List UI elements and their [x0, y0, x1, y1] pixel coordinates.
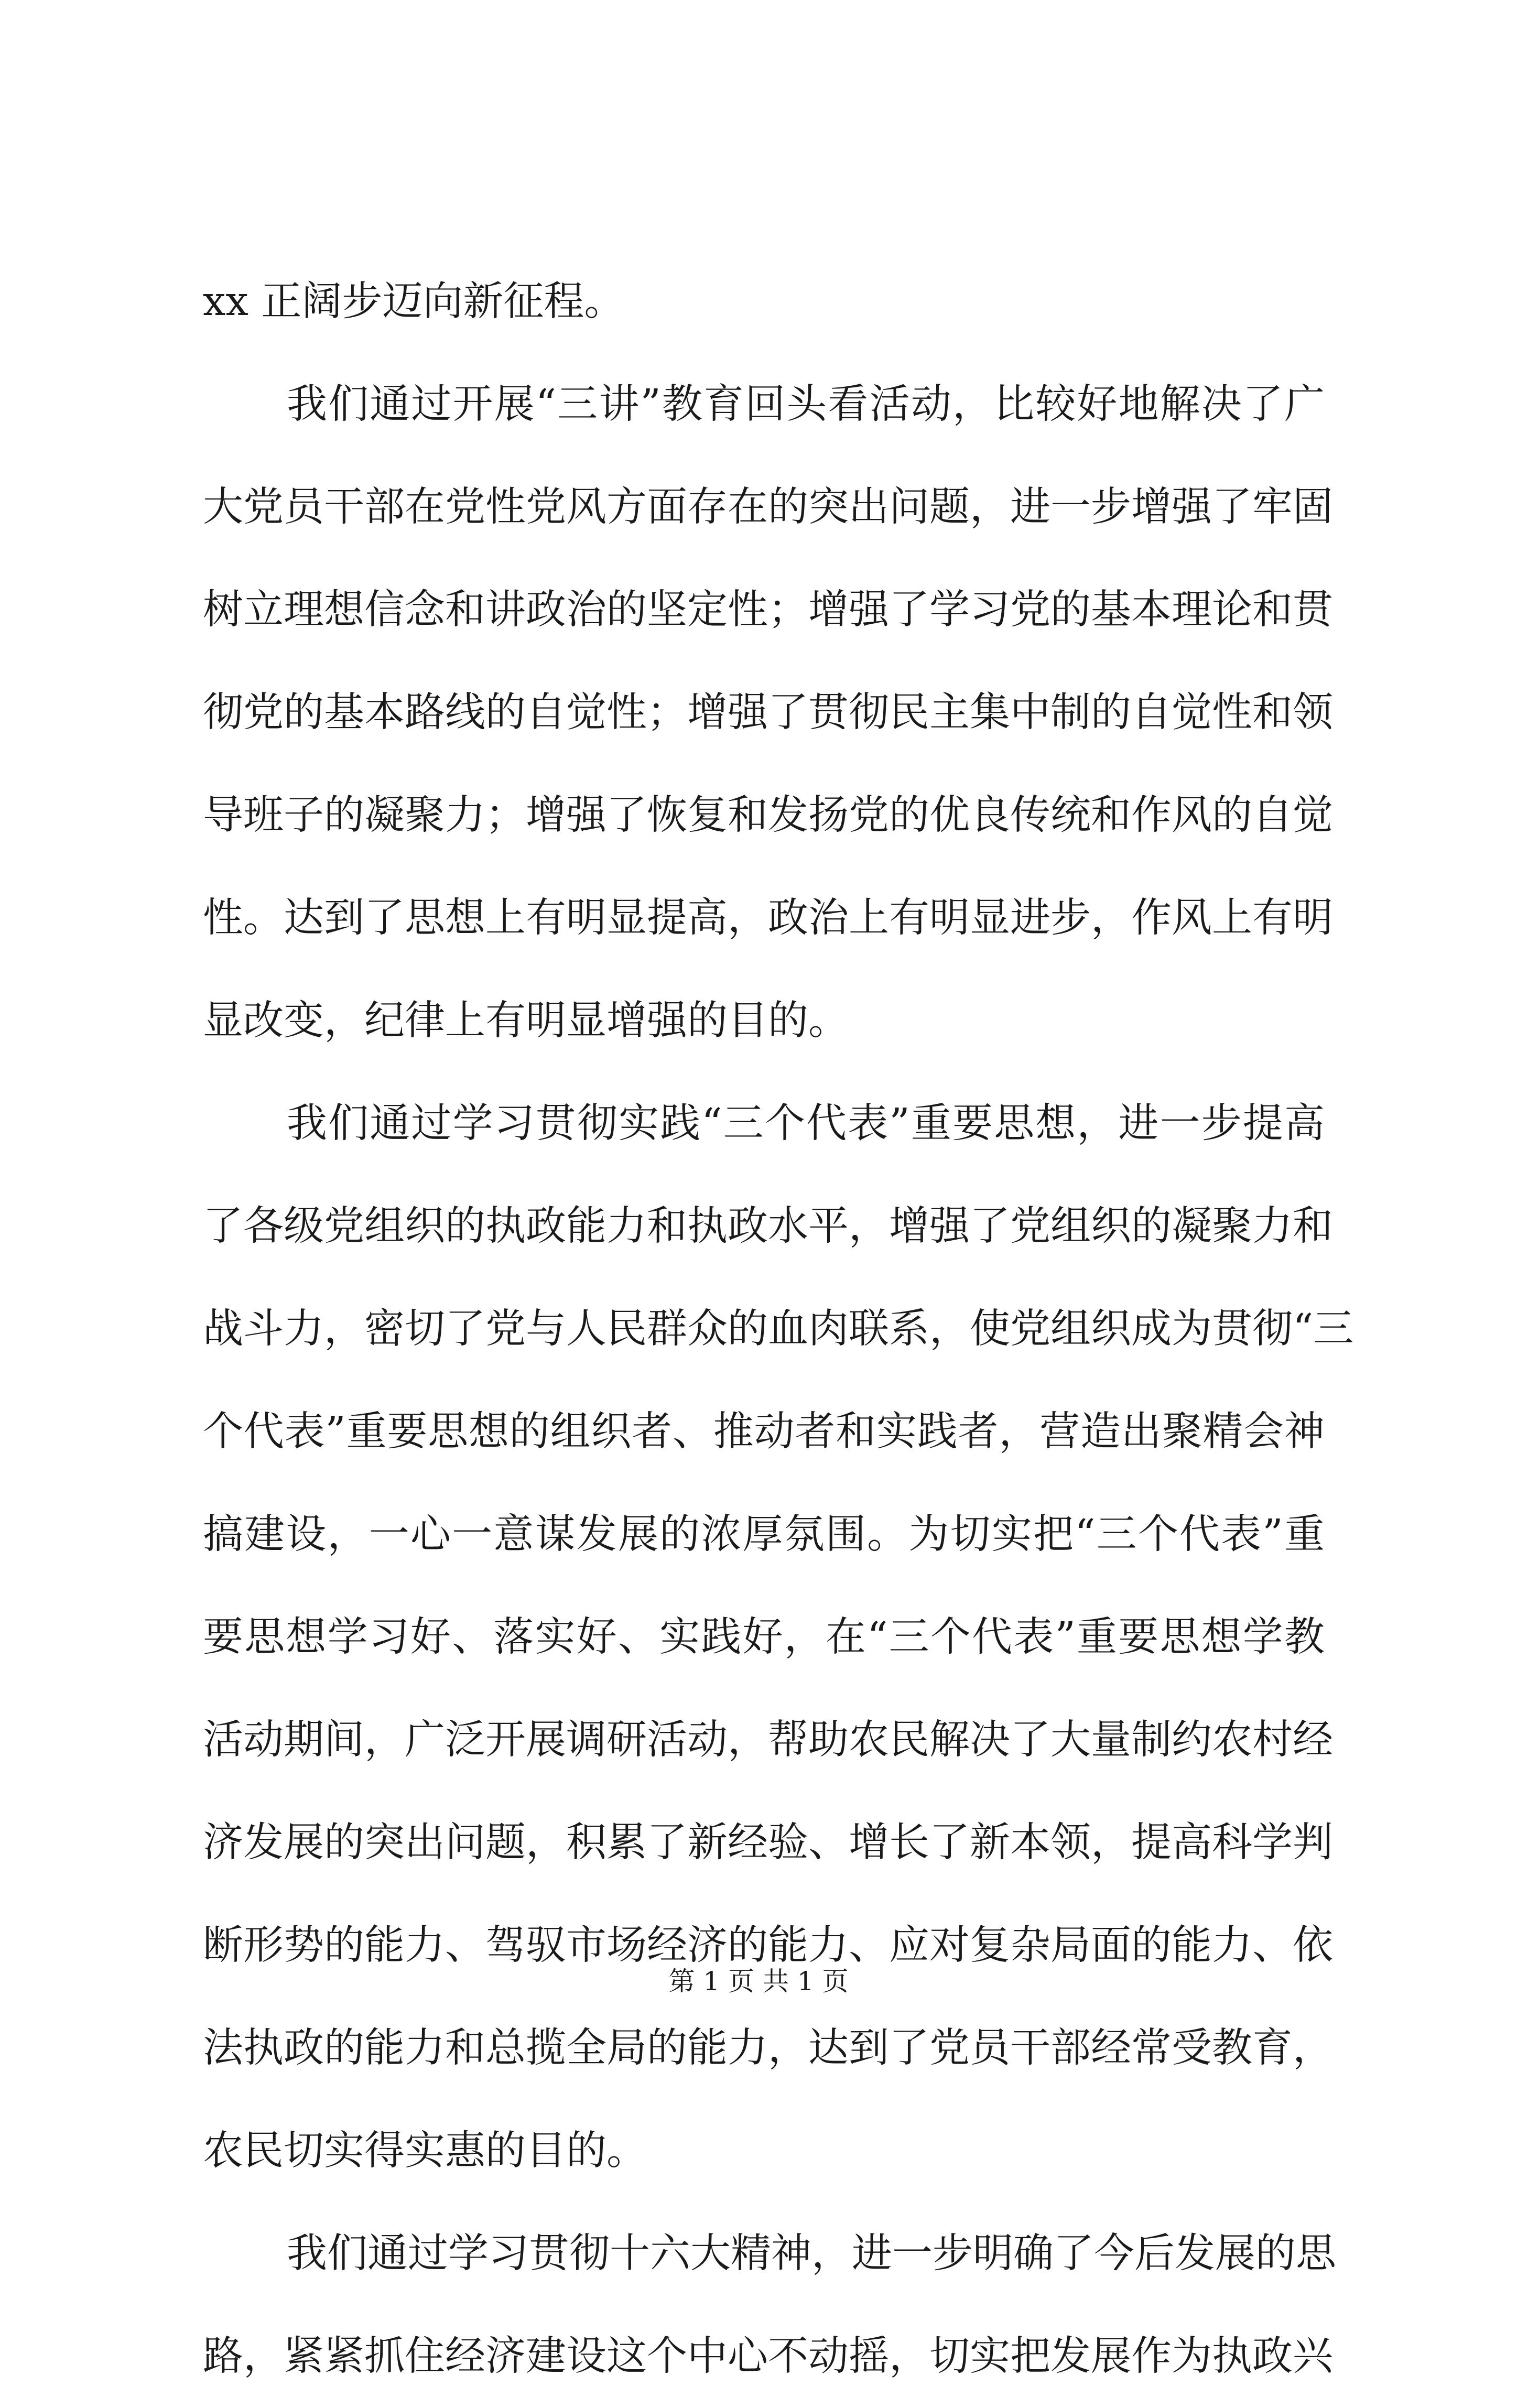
body-text: [203, 251, 1354, 2408]
text-line: 农民切实得实惠的目的。: [203, 2128, 647, 2174]
text-line: 路，紧紧抓住经济建设这个中心不动摇，切实把发展作为执政兴: [203, 2333, 1333, 2380]
text-line: 搞建设，一心一意谋发展的浓厚氛围。为切实把“三个代表”重: [203, 1511, 1325, 1558]
text-line: 树立理想信念和讲政治的坚定性；增强了学习党的基本理论和贯: [203, 587, 1333, 633]
text-line: 大党员干部在党性党风方面存在的突出问题，进一步增强了牢固: [203, 484, 1333, 530]
text-line: 导班子的凝聚力；增强了恢复和发扬党的优良传统和作风的自觉: [203, 792, 1333, 839]
text-line: 性。达到了思想上有明显提高，政治上有明显进步，作风上有明: [203, 895, 1333, 941]
text-line: 战斗力，密切了党与人民群众的血肉联系，使党组织成为贯彻“三: [203, 1306, 1354, 1352]
text-line: 彻党的基本路线的自觉性；增强了贯彻民主集中制的自觉性和领: [203, 689, 1333, 736]
text-line: 法执政的能力和总揽全局的能力，达到了党员干部经常受教育，: [203, 2025, 1333, 2071]
paragraph-first-line: 我们通过学习贯彻实践“三个代表”重要思想，进一步提高: [287, 1100, 1325, 1147]
text-line: 显改变，纪律上有明显增强的目的。: [203, 997, 849, 1044]
paragraph-first-line: 我们通过学习贯彻十六大精神，进一步明确了今后发展的思: [287, 2230, 1336, 2277]
text-line: 个代表”重要思想的组织者、推动者和实践者，营造出聚精会神: [203, 1408, 1325, 1455]
paragraph-first-line: 我们通过开展“三讲”教育回头看活动，比较好地解决了广: [287, 381, 1325, 428]
text-line: 要思想学习好、落实好、实践好，在“三个代表”重要思想学教: [203, 1614, 1325, 1661]
text-line: 活动期间，广泛开展调研活动，帮助农民解决了大量制约农村经: [203, 1717, 1333, 1763]
text-line: xx 正阔步迈向新征程。: [203, 278, 625, 325]
text-line: 断形势的能力、驾驭市场经济的能力、应对复杂局面的能力、依: [203, 1922, 1333, 1969]
text-line: 了各级党组织的执政能力和执政水平，增强了党组织的凝聚力和: [203, 1203, 1333, 1250]
page-footer: 第 1 页 共 1 页: [668, 1966, 849, 1997]
text-line: 济发展的突出问题，积累了新经验、增长了新本领，提高科学判: [203, 1819, 1333, 1866]
